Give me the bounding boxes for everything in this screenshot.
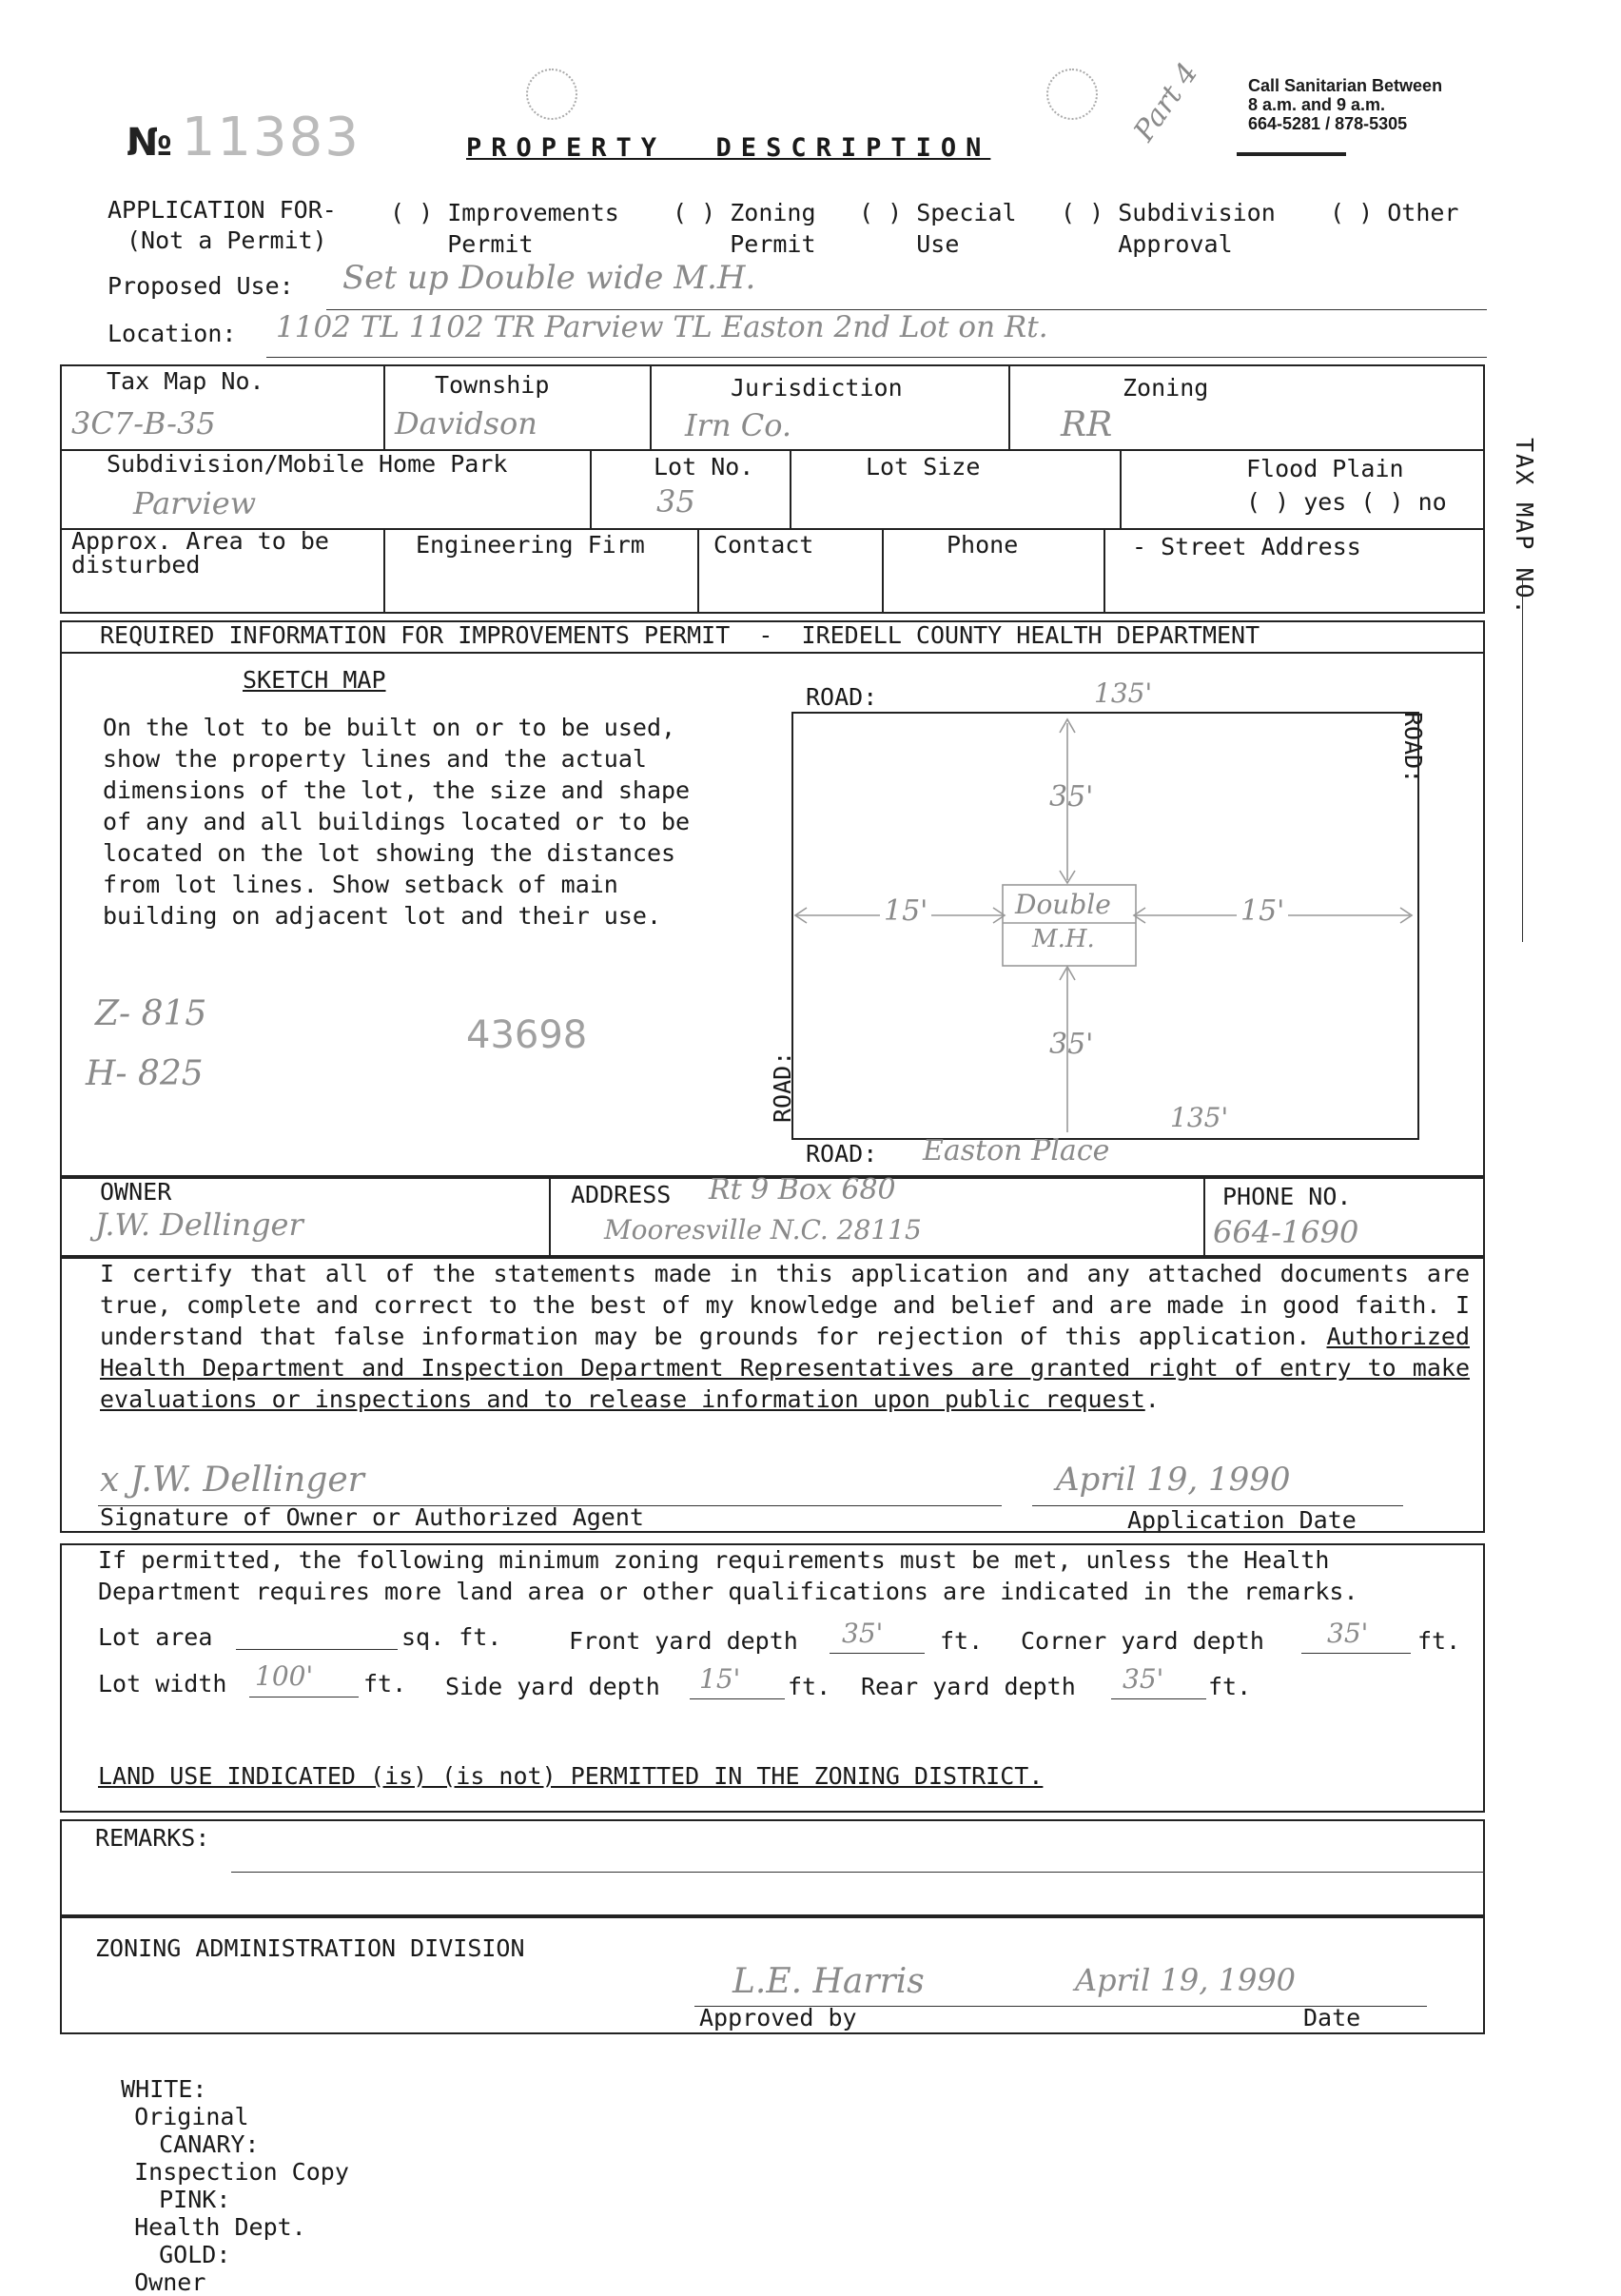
option-zoning-checkbox[interactable]: ( ) — [673, 199, 716, 226]
option-special-use-text — [916, 197, 1016, 260]
note-health: H- 825 — [86, 1054, 204, 1093]
front-yard-value[interactable]: 35' — [842, 1618, 884, 1649]
grid-v10 — [1103, 528, 1105, 614]
corner-yard-label: Corner yard depth — [1021, 1627, 1264, 1655]
dim-bottom: 135' — [1170, 1102, 1229, 1133]
lot-width-label: Lot width — [98, 1670, 227, 1697]
grid-v8 — [697, 528, 699, 614]
remarks-section — [60, 1819, 1485, 1916]
option-improvements-text — [447, 197, 619, 260]
zoning-label: Zoning — [1123, 374, 1209, 402]
road-bottom-name: Easton Place — [923, 1134, 1110, 1168]
gold-label: GOLD: — [159, 2241, 231, 2268]
option-subdivision-line2: Approval — [1118, 230, 1233, 258]
corner-yard-value[interactable]: 35' — [1327, 1618, 1369, 1649]
location-value[interactable]: 1102 TL 1102 TR Parview TL Easton 2nd Lot on Rt. — [276, 310, 1048, 344]
application-label — [107, 195, 337, 256]
owner-signature[interactable]: x J.W. Dellinger — [100, 1461, 364, 1500]
approved-date-value[interactable]: April 19, 1990 — [1075, 1962, 1297, 1998]
certify-text-underlined: Authorized Health Department and Inspection Department Representatives are granted right of entry to make evaluations or inspections and to release information upon public request — [100, 1323, 1470, 1413]
sketch-map-title: SKETCH MAP — [243, 666, 386, 694]
grid-v1 — [383, 364, 385, 449]
owner-divider-2 — [1203, 1177, 1205, 1257]
canary-label: CANARY: — [159, 2130, 260, 2158]
tax-map-side-label: TAX MAP NO. — [1511, 438, 1538, 617]
front-yard-unit: ft. — [940, 1627, 984, 1655]
lot-size-label: Lot Size — [866, 453, 981, 481]
setback-left: 15' — [880, 894, 931, 928]
address-line-1[interactable]: Rt 9 Box 680 — [709, 1173, 896, 1207]
number-prefix: № — [127, 121, 173, 165]
road-label-right: ROAD: — [1399, 712, 1427, 784]
application-date-value[interactable]: April 19, 1990 — [1056, 1461, 1291, 1499]
option-zoning[interactable] — [673, 197, 816, 260]
certify-text — [100, 1258, 1470, 1415]
side-yard-label: Side yard depth — [445, 1673, 660, 1700]
note-zoning: Z- 815 — [95, 994, 207, 1033]
option-improvements-line1: Improvements — [447, 199, 619, 226]
jurisdiction-label: Jurisdiction — [731, 374, 903, 402]
corner-handwriting: Part 4 — [1127, 56, 1205, 148]
zoning-value[interactable]: RR — [1061, 405, 1113, 444]
lot-area-line — [236, 1649, 398, 1650]
setback-top: 35' — [1049, 780, 1094, 814]
option-subdivision-text — [1118, 197, 1276, 260]
side-yard-value[interactable]: 15' — [699, 1663, 741, 1695]
land-use-statement: LAND USE INDICATED (is) (is not) PERMITTED IN THE ZONING DISTRICT. — [98, 1762, 1044, 1790]
dim-top: 135' — [1094, 677, 1153, 709]
hole-punch-left — [526, 69, 577, 120]
township-value[interactable]: Davidson — [395, 405, 537, 442]
jurisdiction-value[interactable]: Irn Co. — [685, 407, 792, 443]
application-date-label: Application Date — [1127, 1506, 1357, 1534]
copy-distribution-footer — [92, 2048, 349, 2296]
lot-no-value[interactable]: 35 — [656, 483, 695, 520]
grid-v4 — [590, 449, 592, 528]
number-value: 11383 — [181, 107, 361, 168]
option-subdivision-line1: Subdivision — [1118, 199, 1276, 226]
phone-no-label: PHONE NO. — [1222, 1183, 1352, 1210]
call-underline — [1237, 152, 1346, 156]
sketch-instructions: On the lot to be built on or to be used, show the property lines and the actual dimensions of the lot, the size and shape of any and all buildings located or to be located on the lot showing the distances from lot lines. Show setback of main building on adjacent lot and their use. — [103, 714, 691, 930]
road-label-top: ROAD: — [806, 683, 878, 711]
lot-area-unit: sq. ft. — [401, 1623, 502, 1651]
option-improvements-line2: Permit — [447, 230, 534, 258]
side-yard-line — [690, 1698, 785, 1699]
owner-label: OWNER — [100, 1178, 172, 1206]
front-yard-label: Front yard depth — [569, 1627, 798, 1655]
application-label-line2: (Not a Permit) — [127, 226, 327, 254]
canary-value: Inspection Copy — [134, 2158, 349, 2186]
option-improvements[interactable] — [390, 197, 619, 260]
grid-v5 — [790, 449, 791, 528]
location-line — [266, 357, 1487, 358]
gold-value: Owner — [134, 2268, 206, 2296]
zoning-admin-label: ZONING ADMINISTRATION DIVISION — [95, 1934, 525, 1962]
grid-v3 — [1008, 364, 1010, 449]
signature-label: Signature of Owner or Authorized Agent — [100, 1503, 644, 1531]
option-improvements-checkbox[interactable]: ( ) — [390, 199, 434, 226]
certify-text-plain: I certify that all of the statements made in this application and any attached documents are true, complete and correct to the best of my knowledge and belief and are made in good faith. I understand that false information may be grounds for rejection of this application. — [100, 1260, 1470, 1350]
rear-yard-value[interactable]: 35' — [1123, 1663, 1164, 1695]
grid-v6 — [1120, 449, 1122, 528]
pink-value: Health Dept. — [134, 2213, 306, 2241]
lot-area-label: Lot area — [98, 1623, 213, 1651]
address-line-2[interactable]: Mooresville N.C. 28115 — [604, 1214, 922, 1246]
front-yard-line — [830, 1653, 925, 1654]
option-special-use-line1: Special — [916, 199, 1017, 226]
approved-date-label: Date — [1303, 2004, 1361, 2031]
flood-plain-options[interactable]: ( ) yes ( ) no — [1246, 488, 1447, 516]
required-header-divider — [60, 652, 1485, 654]
lot-no-label: Lot No. — [654, 453, 754, 481]
grid-v9 — [882, 528, 884, 614]
call-line-1: Call Sanitarian Between — [1248, 76, 1443, 95]
tax-map-label: Tax Map No. — [107, 367, 264, 395]
location-label: Location: — [107, 320, 237, 347]
setback-right: 15' — [1237, 894, 1288, 928]
hole-punch-right — [1046, 69, 1098, 120]
street-address-label: - Street Address — [1132, 533, 1361, 560]
option-zoning-line2: Permit — [730, 230, 816, 258]
application-label-line1: APPLICATION FOR- — [107, 196, 337, 224]
option-special-use-line2: Use — [916, 230, 960, 258]
proposed-use-value[interactable]: Set up Double wide M.H. — [342, 259, 756, 297]
corner-yard-unit: ft. — [1417, 1627, 1461, 1655]
call-line-3: 664-5281 / 878-5305 — [1248, 114, 1408, 133]
lot-width-unit: ft. — [363, 1670, 407, 1697]
mobile-home-label-2: M.H. — [1032, 925, 1095, 953]
corner-yard-line — [1301, 1653, 1411, 1654]
option-other-text: Other — [1387, 199, 1459, 226]
option-special-use-checkbox[interactable]: ( ) — [859, 199, 903, 226]
owner-divider-1 — [549, 1177, 551, 1257]
required-header: REQUIRED INFORMATION FOR IMPROVEMENTS PERMIT - IREDELL COUNTY HEALTH DEPARTMENT — [100, 621, 1260, 649]
certify-text-end: . — [1144, 1385, 1160, 1413]
address-label: ADDRESS — [571, 1181, 672, 1208]
subdivision-value[interactable]: Parview — [133, 485, 257, 521]
side-yard-unit: ft. — [788, 1673, 831, 1700]
mobile-home-label-1: Double — [1015, 889, 1111, 920]
area-disturbed-label: Approx. Area to be disturbed — [71, 527, 329, 579]
rear-yard-label: Rear yard depth — [861, 1673, 1076, 1700]
form-number — [127, 107, 361, 168]
grid-v7 — [383, 528, 385, 614]
approved-by-signature[interactable]: L.E. Harris — [732, 1962, 925, 2001]
proposed-use-label: Proposed Use: — [107, 272, 294, 300]
phone-label: Phone — [947, 531, 1019, 559]
option-zoning-text — [730, 197, 815, 260]
pink-label: PINK: — [159, 2186, 231, 2213]
white-value: Original — [134, 2103, 249, 2130]
road-label-bottom: ROAD: — [806, 1140, 878, 1168]
township-label: Township — [435, 371, 550, 399]
option-other-checkbox[interactable]: ( ) — [1330, 199, 1374, 226]
engineering-firm-label: Engineering Firm — [416, 531, 645, 559]
rear-yard-unit: ft. — [1208, 1673, 1252, 1700]
zoning-intro: If permitted, the following minimum zoning requirements must be met, unless the Health Department requires more land area or other qualifications are indicated in the remarks. — [98, 1546, 1358, 1605]
setback-bottom: 35' — [1049, 1028, 1094, 1061]
option-subdivision-checkbox[interactable]: ( ) — [1061, 199, 1104, 226]
owner-value[interactable]: J.W. Dellinger — [95, 1207, 303, 1243]
flood-plain-label: Flood Plain — [1246, 455, 1404, 482]
rear-yard-line — [1111, 1698, 1206, 1699]
subdivision-label: Subdivision/Mobile Home Park — [107, 450, 508, 478]
remarks-label: REMARKS: — [95, 1824, 210, 1852]
tax-map-value[interactable]: 3C7-B-35 — [71, 405, 216, 442]
page-title: PROPERTY DESCRIPTION — [466, 133, 991, 163]
stamp-number: 43698 — [466, 1013, 588, 1057]
approved-by-label: Approved by — [699, 2004, 857, 2031]
grid-v2 — [650, 364, 652, 449]
option-special-use[interactable] — [859, 197, 1017, 260]
option-zoning-line1: Zoning — [730, 199, 816, 226]
call-line-2: 8 a.m. and 9 a.m. — [1248, 95, 1386, 114]
option-subdivision[interactable] — [1061, 197, 1276, 260]
option-other[interactable] — [1330, 197, 1458, 228]
lot-width-value[interactable]: 100' — [255, 1660, 314, 1692]
call-sanitarian-note — [1248, 76, 1442, 133]
tax-map-side-line — [1522, 580, 1523, 942]
contact-label: Contact — [713, 531, 814, 559]
white-label: WHITE: — [121, 2075, 207, 2103]
remarks-line-1 — [231, 1872, 1485, 1873]
road-label-left: ROAD: — [769, 1050, 796, 1123]
phone-no-value[interactable]: 664-1690 — [1213, 1214, 1359, 1250]
